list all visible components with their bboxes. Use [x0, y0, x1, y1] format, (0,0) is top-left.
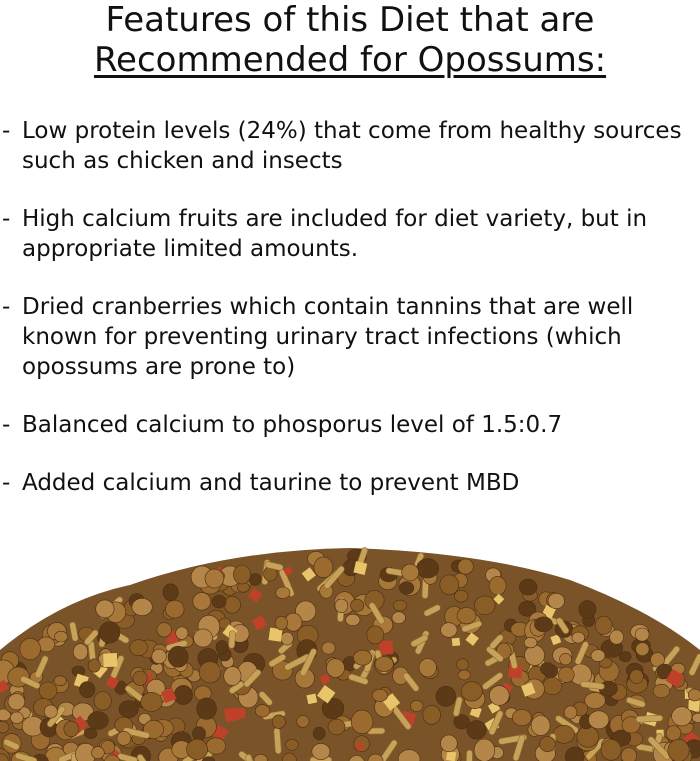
kibble-piece — [64, 721, 79, 737]
list-dash: - — [2, 412, 11, 438]
kibble-piece — [216, 641, 228, 654]
feature-list — [0, 116, 700, 498]
mealworm-piece — [228, 630, 235, 648]
kibble-piece — [441, 735, 458, 752]
kibble-piece — [519, 579, 537, 595]
kibble-piece — [20, 638, 41, 659]
kibble-piece — [560, 653, 572, 665]
title-line-1: Features of this Diet that are — [105, 0, 595, 40]
kibble-piece — [489, 576, 506, 595]
kibble-piece — [441, 623, 458, 638]
kibble-piece — [621, 748, 637, 761]
kibble-piece — [117, 731, 131, 745]
feature-text: High calcium fruits are included for diet variety, but in appropriate limited amounts. — [22, 206, 648, 262]
kibble-piece — [548, 593, 564, 608]
kibble-piece — [489, 686, 509, 706]
kibble-piece — [467, 721, 486, 740]
kibble-piece — [440, 575, 459, 595]
kibble-piece — [635, 628, 649, 641]
fruit-piece — [306, 693, 317, 704]
kibble-piece — [314, 557, 333, 578]
kibble-piece — [96, 600, 114, 618]
kibble-piece — [423, 705, 441, 724]
kibble-piece — [281, 632, 293, 645]
kibble-piece — [157, 623, 172, 637]
kibble-piece — [168, 646, 188, 667]
mealworm-piece — [636, 715, 663, 722]
title-line-2: Recommended for Opossums: — [93, 40, 607, 80]
list-dash: - — [2, 206, 11, 232]
kibble-piece — [531, 716, 550, 736]
kibble-piece — [8, 694, 25, 710]
kibble-piece — [461, 682, 482, 701]
kibble-piece — [351, 710, 373, 734]
kibble-piece — [525, 645, 545, 665]
kibble-piece — [436, 686, 456, 706]
feature-text: Added calcium and taurine to prevent MBD — [22, 470, 520, 496]
list-dash: - — [2, 470, 11, 496]
kibble-piece — [133, 671, 147, 686]
kibble-piece — [417, 559, 439, 578]
kibble-piece — [375, 657, 393, 672]
kibble-piece — [351, 599, 364, 611]
kibble-piece — [419, 658, 436, 676]
kibble-piece — [44, 705, 57, 718]
kibble-piece — [55, 631, 68, 642]
kibble-piece — [166, 600, 185, 618]
kibble-piece — [224, 596, 241, 613]
kibble-piece — [558, 667, 574, 683]
kibble-piece — [579, 601, 596, 619]
fruit-piece — [452, 638, 460, 646]
list-item — [0, 204, 700, 264]
kibble-piece — [512, 710, 531, 726]
kibble-piece — [458, 670, 470, 680]
kibble-piece — [474, 739, 495, 761]
kibble-piece — [610, 630, 624, 644]
kibble-piece — [399, 582, 414, 595]
kibble-piece — [572, 632, 585, 643]
kibble-piece — [255, 705, 270, 717]
kibble-piece — [392, 612, 405, 624]
kibble-piece — [393, 600, 406, 611]
kibble-piece — [688, 689, 700, 701]
kibble-piece — [630, 670, 644, 684]
kibble-piece — [130, 640, 148, 656]
kibble-piece — [276, 587, 290, 599]
page-title — [0, 0, 700, 80]
kibble-piece — [193, 727, 206, 741]
kibble-piece — [672, 707, 692, 726]
kibble-piece — [653, 684, 670, 698]
list-dash: - — [2, 294, 11, 320]
kibble-piece — [88, 659, 100, 672]
mealworm-piece — [466, 750, 472, 761]
kibble-piece — [402, 564, 419, 581]
kibble-piece — [174, 685, 192, 704]
kibble-piece — [152, 649, 167, 664]
kibble-piece — [353, 650, 371, 665]
list-item — [0, 292, 700, 382]
kibble-piece — [524, 637, 537, 648]
kibble-piece — [94, 692, 111, 711]
kibble-piece — [297, 715, 309, 727]
kibble-piece — [543, 678, 562, 695]
kibble-piece — [224, 667, 241, 686]
list-item — [0, 468, 700, 498]
kibble-piece — [73, 644, 88, 660]
food-pile-illustration — [0, 530, 700, 761]
kibble-piece — [99, 622, 120, 644]
kibble-piece — [585, 692, 606, 708]
kibble-piece — [322, 642, 335, 654]
kibble-piece — [457, 608, 476, 624]
kibble-piece — [577, 726, 599, 747]
kibble-piece — [535, 617, 553, 632]
kibble-piece — [540, 736, 556, 751]
kibble-piece — [39, 682, 57, 700]
kibble-piece — [458, 559, 474, 574]
kibble-piece — [367, 626, 384, 644]
kibble-piece — [286, 739, 299, 750]
kibble-piece — [193, 593, 211, 611]
kibble-piece — [92, 747, 105, 759]
kibble-piece — [233, 565, 250, 584]
feature-text: Dried cranberries which contain tannins that are well known for preventing urinary tract infections (which opossums are prone to) — [22, 294, 634, 380]
kibble-piece — [132, 598, 152, 615]
kibble-piece — [88, 712, 109, 730]
kibble-piece — [197, 698, 217, 720]
list-dash: - — [2, 118, 11, 144]
kibble-piece — [212, 595, 226, 608]
list-item — [0, 116, 700, 176]
kibble-piece — [313, 727, 325, 740]
kibble-piece — [141, 692, 163, 711]
feature-text: Balanced calcium to phosporus level of 1.5:0.7 — [22, 412, 563, 438]
kibble-piece — [275, 616, 287, 630]
kibble-piece — [272, 715, 285, 729]
kibble-piece — [619, 652, 631, 662]
kibble-piece — [540, 663, 554, 675]
kibble-piece — [84, 728, 97, 738]
kibble-piece — [205, 569, 224, 588]
kibble-piece — [595, 616, 612, 634]
kibble-piece — [163, 584, 178, 601]
kibble-piece — [199, 661, 221, 683]
kibble-piece — [10, 712, 23, 724]
kibble-piece — [54, 676, 66, 686]
kibble-piece — [411, 700, 424, 711]
food-pile-image — [0, 530, 700, 761]
kibble-piece — [475, 596, 496, 615]
kibble-piece — [454, 590, 468, 602]
kibble-piece — [668, 739, 689, 761]
kibble-piece — [328, 719, 345, 735]
fruit-piece — [446, 751, 457, 761]
kibble-piece — [601, 740, 621, 761]
fruit-piece — [224, 707, 239, 722]
kibble-piece — [312, 743, 330, 759]
fruit-piece — [103, 653, 117, 667]
kibble-piece — [206, 738, 225, 754]
kibble-piece — [80, 682, 95, 698]
feature-text: Low protein levels (24%) that come from healthy sources such as chicken and insects — [22, 118, 682, 174]
kibble-piece — [187, 739, 208, 759]
kibble-piece — [553, 725, 575, 743]
kibble-piece — [636, 643, 649, 656]
list-item — [0, 410, 700, 440]
kibble-piece — [335, 599, 348, 613]
kibble-piece — [564, 706, 577, 719]
kibble-piece — [327, 659, 345, 678]
kibble-piece — [372, 689, 387, 701]
kibble-piece — [666, 726, 681, 741]
kibble-piece — [457, 659, 469, 670]
kibble-piece — [589, 711, 609, 729]
kibble-piece — [176, 627, 188, 640]
fruit-piece — [688, 700, 700, 712]
kibble-piece — [591, 650, 605, 662]
kibble-piece — [194, 629, 213, 647]
kibble-piece — [346, 614, 360, 625]
